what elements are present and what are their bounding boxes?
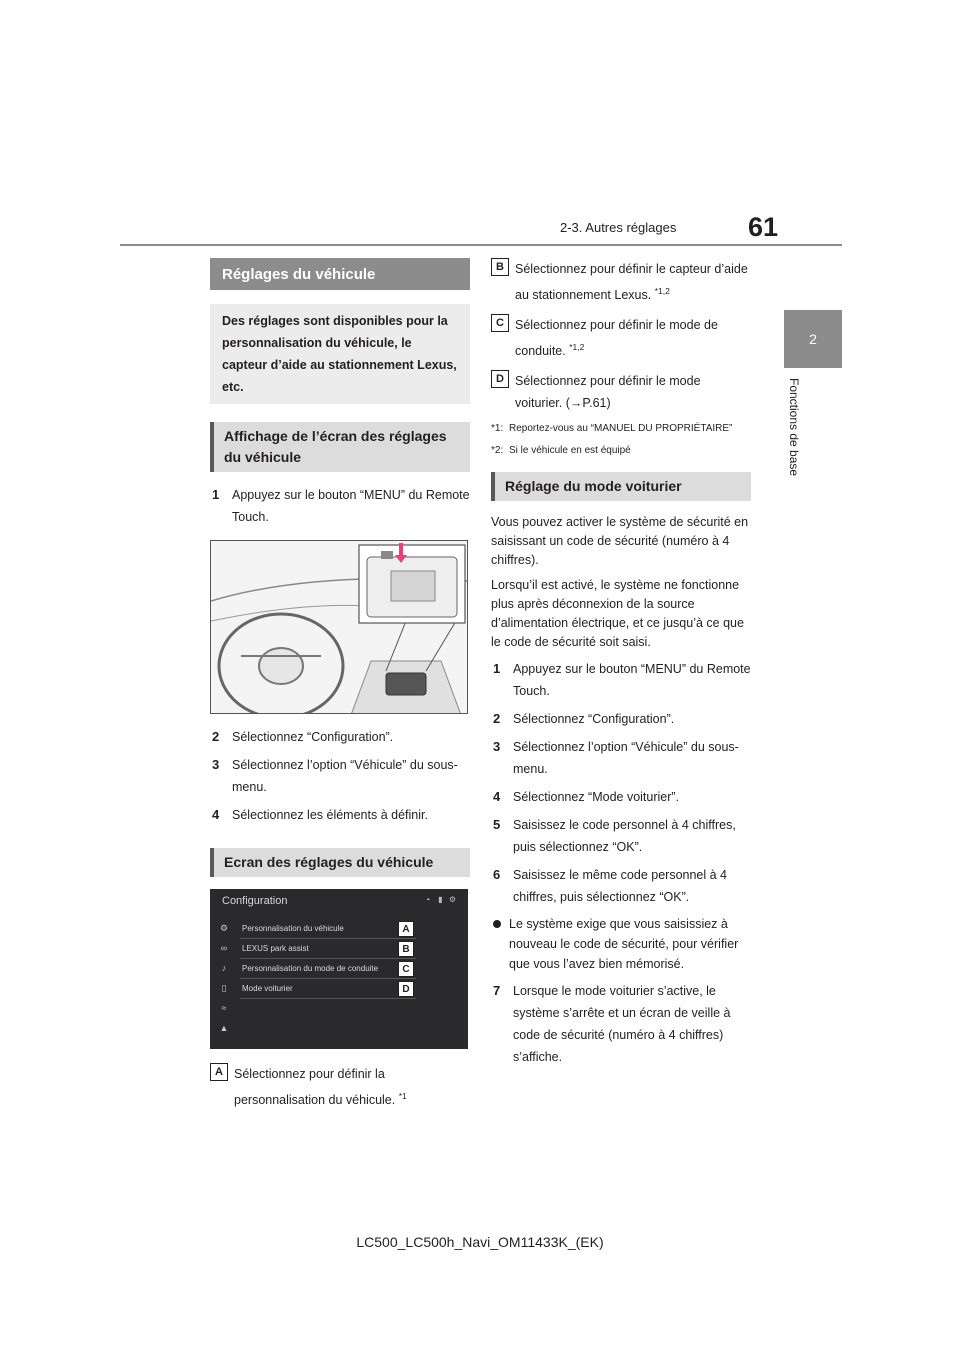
- menu-row-label: Personnalisation du mode de conduite: [242, 964, 379, 973]
- paragraph: Lorsqu’il est activé, le système ne fonctionne plus après déconnexion de la source d’alimentation électrique, et ce jusqu’à ce que le code de sécurité soit saisi.: [491, 578, 744, 650]
- step-number: 1: [493, 661, 501, 677]
- step-text: Appuyez sur le bouton “MENU” du Remote Touch.: [232, 488, 470, 524]
- status-icons: ╸ ▮ ⚙: [427, 895, 458, 904]
- footnote-mark: *2:: [491, 445, 504, 457]
- step-text: Appuyez sur le bouton “MENU” du Remote Touch.: [513, 662, 751, 699]
- section-title: Réglages du véhicule: [210, 258, 470, 290]
- step-item: [491, 786, 751, 808]
- key-label: B: [491, 258, 509, 276]
- step-item: [210, 754, 470, 798]
- step-text: Sélectionnez l’option “Véhicule” du sous-menu.: [513, 740, 739, 777]
- key-description: [491, 258, 751, 306]
- bluetooth-icon: ∞: [220, 943, 228, 953]
- footnote-text: Si le véhicule en est équipé: [509, 445, 631, 457]
- header-rule: [120, 244, 842, 246]
- menu-row-label: LEXUS park assist: [242, 944, 309, 953]
- step-number: 1: [212, 487, 220, 502]
- footnote-ref: *1,2: [569, 342, 585, 353]
- key-text: Sélectionnez pour définir le capteur d’aide au stationnement Lexus.: [515, 262, 748, 303]
- screen-title: Configuration: [222, 895, 288, 907]
- callout-label: A: [398, 921, 414, 937]
- step-item: [491, 980, 751, 1068]
- chapter-tab: 2: [784, 310, 842, 368]
- step-text: Saisissez le même code personnel à 4 chiffres, puis sélectionnez “OK”.: [513, 868, 728, 905]
- dashboard-illustration: [210, 540, 468, 714]
- settings-screen: [210, 889, 468, 1049]
- bullet-dot-icon: [493, 920, 501, 928]
- step-item: [491, 658, 751, 702]
- step-number: 2: [493, 711, 501, 727]
- step-number: 7: [493, 983, 501, 999]
- step-item: [210, 804, 470, 826]
- step-number: 6: [493, 867, 501, 883]
- footnote: [491, 422, 751, 436]
- dashboard-drawing: [211, 541, 468, 714]
- step-item: [491, 736, 751, 780]
- menu-row-label: Mode voiturier: [242, 984, 293, 993]
- step-item: [210, 726, 470, 748]
- signal-icon: ≈: [221, 1003, 227, 1013]
- step-text: Saisissez le code personnel à 4 chiffres, puis sélectionnez “OK”.: [513, 818, 736, 855]
- speaker-icon: ♪: [221, 963, 227, 973]
- subsection-display-title: Affichage de l’écran des réglages du véhicule: [210, 422, 470, 472]
- subsection-screen-title: Ecran des réglages du véhicule: [210, 848, 470, 877]
- intro-box: Des réglages sont disponibles pour la personnalisation du véhicule, le capteur d’aide au stationnement Lexus, etc.: [210, 304, 470, 404]
- callout-label: D: [398, 981, 414, 997]
- menu-row-label: Personnalisation du véhicule: [242, 924, 344, 933]
- key-text: Sélectionnez pour définir le mode voiturier. (→P.61): [515, 374, 701, 411]
- key-label: A: [210, 1063, 228, 1081]
- step-number: 2: [212, 729, 220, 744]
- key-label: C: [491, 314, 509, 332]
- page-footer: LC500_LC500h_Navi_OM11433K_(EK): [356, 1234, 604, 1250]
- gear-icon: ⚙: [219, 923, 229, 933]
- footnote-ref: *1: [398, 1091, 407, 1101]
- bullet-item: [491, 914, 751, 974]
- key-description: [491, 370, 751, 414]
- step-number: 4: [212, 807, 220, 822]
- section-header: 2-3. Autres réglages: [560, 220, 677, 235]
- step-number: 4: [493, 789, 501, 805]
- step-text: Sélectionnez les éléments à définir.: [232, 808, 428, 822]
- menu-row-vehicle-customization: [240, 919, 416, 939]
- bullet-text: Le système exige que vous saisissiez à nouveau le code de sécurité, pour vérifier que vous l’avez bien mémorisé.: [509, 917, 739, 972]
- footnote: [491, 444, 751, 458]
- menu-row-park-assist: [240, 939, 416, 959]
- key-text: Sélectionnez pour définir le mode de conduite.: [515, 318, 718, 359]
- right-column: [491, 258, 751, 1074]
- menu-row-valet-mode: [240, 979, 416, 999]
- step-text: Sélectionnez “Configuration”.: [232, 730, 394, 744]
- callout-label: B: [398, 941, 414, 957]
- callout-label: C: [398, 961, 414, 977]
- step-item: [491, 814, 751, 858]
- step-text: Sélectionnez “Mode voiturier”.: [513, 790, 680, 805]
- left-column: [210, 258, 470, 1119]
- footnote-mark: *1:: [491, 423, 504, 435]
- step-number: 3: [493, 739, 501, 755]
- key-description: [210, 1063, 470, 1111]
- step-item: [210, 484, 470, 528]
- step-text: Lorsque le mode voiturier s’active, le système s’arrête et un écran de veille à code de sécurité (numéro à 4 chiffres) s’affiche.: [513, 984, 731, 1065]
- page-number: 61: [748, 212, 779, 242]
- chapter-label: Fonctions de base: [787, 378, 801, 477]
- car-icon: ▲: [219, 1023, 229, 1033]
- subsection-valet-title: Réglage du mode voiturier: [491, 472, 751, 501]
- step-number: 3: [212, 757, 220, 772]
- key-label: D: [491, 370, 509, 388]
- phone-icon: ▯: [221, 983, 227, 993]
- key-text: Sélectionnez pour définir la personnalisation du véhicule.: [234, 1067, 396, 1108]
- step-item: [491, 864, 751, 908]
- step-number: 5: [493, 817, 501, 833]
- footnote-text: Reportez-vous au “MANUEL DU PROPRIÉTAIRE”: [509, 423, 733, 435]
- paragraph: Vous pouvez activer le système de sécurité en saisissant un code de sécurité (numéro à 4 chiffres).: [491, 515, 749, 568]
- step-text: Sélectionnez l’option “Véhicule” du sous-menu.: [232, 758, 458, 794]
- step-text: Sélectionnez “Configuration”.: [513, 712, 675, 727]
- menu-row-drive-mode: [240, 959, 416, 979]
- key-description: [491, 314, 751, 362]
- step-item: [491, 708, 751, 730]
- footnote-ref: *1,2: [654, 286, 670, 296]
